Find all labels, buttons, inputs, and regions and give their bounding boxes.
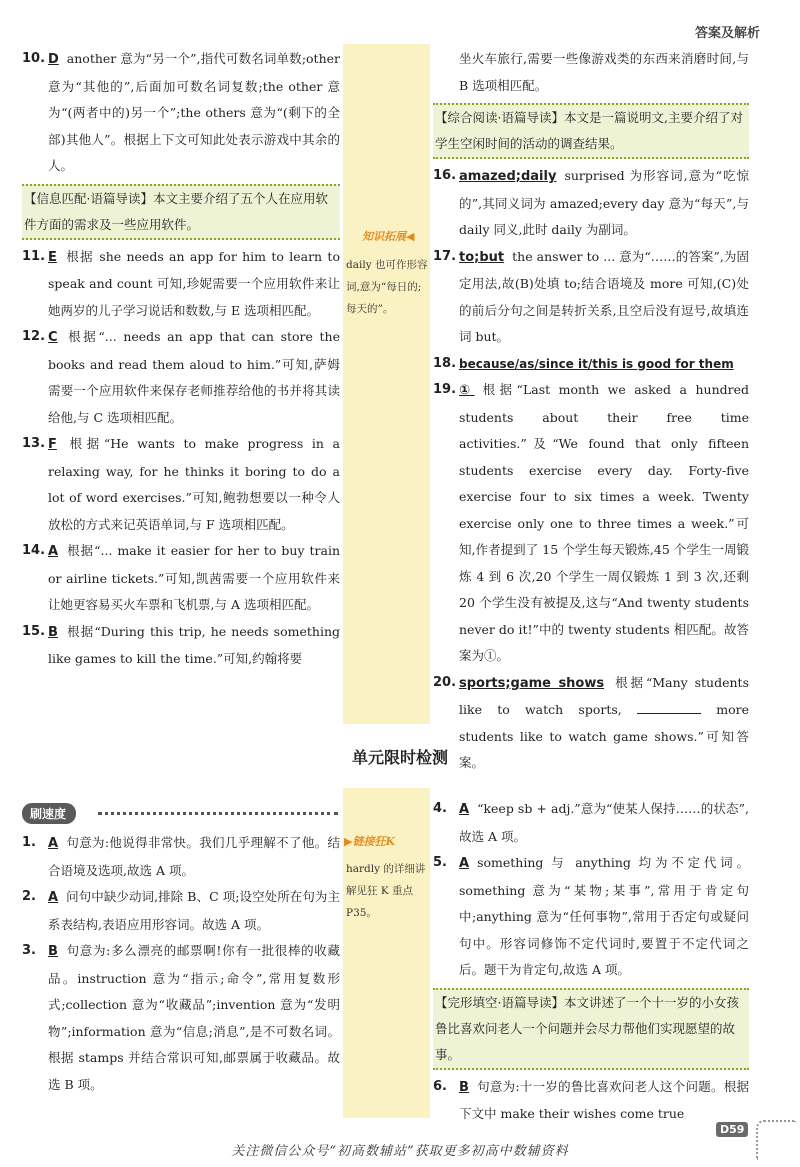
item-answer: A: [48, 890, 59, 905]
item-explanation: 根据“During this trip, he needs something like games to kill the time.”可知,约翰将要: [48, 623, 340, 666]
answers-right-column: [433, 46, 749, 777]
test-item-4: [433, 796, 749, 850]
item-answer: C: [48, 330, 58, 345]
item-number: 11.: [22, 248, 46, 264]
page-number: D59: [716, 1122, 748, 1137]
item-number: 18.: [433, 355, 457, 371]
guide-tag: 【综合阅读·语篇导读】: [435, 110, 564, 125]
answer-item-11: [22, 244, 340, 325]
answer-item-17: [433, 244, 749, 351]
note-label-knowledge: 知识拓展◀: [362, 230, 415, 243]
item-number: 12.: [22, 329, 46, 344]
item-answer: B: [48, 944, 58, 959]
item-answer: to;but: [459, 249, 505, 265]
item-explanation: 根据“... needs an app that can store the books and read them aloud to him.”可知,萨姆需要一个应用软件来保存老师推荐给他的书并将其读给他,与 C 选项相匹配。: [48, 329, 340, 425]
note-hardly: hardly 的详细讲解见狂 K 重点 P35。: [346, 863, 426, 919]
item-explanation: 句意为:多么漂亮的邮票啊!你有一批很棒的收藏品。instruction 意为“指示;命令”,常用复数形式;collection 意为“收藏品”;invention 意为“发明物”;information 意为“信息;消息”,是不可数名词。根据 stamps 并结合常识可知,邮票属于收藏品。故选 B 项。: [48, 943, 340, 1092]
item-answer: A: [459, 802, 470, 817]
item-explanation-part1: 根据“Many students like to watch sports,: [459, 674, 749, 717]
item-number: 20.: [433, 674, 457, 690]
continued-text: [433, 46, 749, 99]
test-item-6: [433, 1074, 749, 1128]
answer-blank: [637, 702, 701, 714]
item-explanation: 问句中缺少动词,排除 B、C 项;设空处所在句为主系表结构,表语应用形容词。故选 A 项。: [48, 889, 340, 932]
item-number: 19.: [433, 382, 457, 397]
item-answer: because/as/since it/this is good for them: [459, 356, 734, 371]
test-answers-left: [22, 830, 340, 1098]
margin-note-panel: [343, 44, 430, 724]
item-explanation: 句意为:十一岁的鲁比喜欢问老人这个问题。根据下文中 make their wishes come true: [459, 1078, 749, 1121]
item-number: 15.: [22, 623, 46, 639]
item-answer: B: [48, 624, 58, 640]
guide-text: 本文主要介绍了五个人在应用软件方面的需求及一些应用软件。: [24, 190, 328, 232]
item-answer: D: [48, 52, 59, 67]
answer-item-18: [433, 351, 749, 378]
item-answer: sports;game shows: [459, 675, 605, 691]
item-explanation-part2: more students like to watch game shows.”可知答案。: [459, 702, 749, 770]
answer-item-14: [22, 538, 340, 619]
item-number: 16.: [433, 168, 457, 183]
item-explanation: 根据 she needs an app for him to learn to speak and count 可知,珍妮需要一个应用软件来让她两岁的儿子学习说话和数数,与 E 选项相匹配。: [48, 248, 340, 318]
guide-text: 本文是一篇说明文,主要介绍了对学生空闲时间的活动的调查结果。: [435, 110, 743, 151]
item-number: 13.: [22, 436, 46, 451]
speed-badge: 刷速度: [22, 803, 76, 824]
item-answer: A: [48, 544, 59, 559]
item-explanation: surprised 为形容词,意为“吃惊的”,其同义词为 amazed;every day 意为“每天”,与 daily 同义,此时 daily 为副词。: [459, 168, 749, 237]
answer-item-13: [22, 431, 340, 538]
answer-item-19: [433, 377, 749, 670]
guide-text: 本文讲述了一个十一岁的小女孩鲁比喜欢问老人一个问题并会尽力帮他们实现愿望的故事。: [435, 994, 739, 1062]
answers-left-column: [22, 46, 340, 673]
item-explanation: the answer to ... 意为“……的答案”,为固定用法,故(B)处填 to;结合语境及 more 可知,(C)处的前后分句之间是转折关系,且空后没有逗号,故填连词 but。: [459, 248, 749, 344]
dotted-divider: [98, 812, 338, 815]
note-label-link: ▶链接狂K: [344, 835, 396, 848]
item-explanation: 根据“He wants to make progress in a relaxing way, for he thinks it boring to do a lot of word exercises.”可知,鲍勃想要以一种令人放松的方式来记英语单词,与 F 选项相匹配。: [48, 436, 340, 532]
test-item-1: [22, 830, 340, 884]
test-item-3: [22, 938, 340, 1098]
item-number: 2.: [22, 889, 36, 904]
note-daily: daily 也可作形容词,意为“每日的;每天的”。: [346, 259, 428, 315]
item-number: 10.: [22, 51, 46, 66]
item-answer: F: [48, 437, 57, 452]
test-item-5: [433, 850, 749, 984]
passage-guide-cloze: [433, 988, 749, 1070]
item-answer: A: [48, 836, 59, 851]
item-explanation: something 与 anything 均为不定代词。something 意为“某物;某事”,常用于肯定句中;anything 意为“任何事物”,常用于否定句或疑问句中。形容词修饰不定代词时,要置于不定代词之后。题干为肯定句,故选 A 项。: [459, 855, 749, 977]
guide-tag: 【信息匹配·语篇导读】: [24, 190, 153, 206]
footer-promo: 关注微信公众号“初高数辅站”获取更多初高中数辅资料: [231, 1144, 569, 1159]
answer-item-10: [22, 46, 340, 180]
item-explanation: 根据“Last month we asked a hundred students about their free time activities.”及“We found that only fifteen students exercise every day. Forty-five exercise four to six times a week. Twenty exercise only one to three times a week.”可知,作者提到了 15 个学生每天锻炼,45 个学生一周锻炼 4 到 6 次,20 个学生一周仅锻炼 1 到 3 次,还剩 20 个学生没有被提及,这与“And twenty students never do it!”中的 twenty students 相匹配。故答案为①。: [459, 382, 749, 663]
item-explanation: another 意为“另一个”,指代可数名词单数;other 意为“其他的”,后面加可数名词复数;the other 意为“(两者中的)另一个”;the others 意为“(剩下的全部)其他人”。根据上下文可知此处表示游戏中其余的人。: [48, 51, 340, 173]
test-answers-right: [433, 796, 749, 1128]
item-number: 6.: [433, 1078, 447, 1094]
item-number: 14.: [22, 543, 46, 558]
item-explanation: “keep sb + adj.”意为“使某人保持……的状态”,故选 A 项。: [459, 801, 749, 844]
item-explanation: 根据“... make it easier for her to buy train or airline tickets.”可知,凯茜需要一个应用软件来让她更容易买火车票和飞机票,与 A 选项相匹配。: [48, 543, 340, 612]
test-item-2: [22, 884, 340, 938]
item-number: 1.: [22, 835, 36, 850]
passage-guide-info-matching: [22, 184, 340, 240]
answer-item-16: [433, 163, 749, 244]
item-explanation: 句意为:他说得非常快。我们几乎理解不了他。结合语境及选项,故选 A 项。: [48, 835, 340, 878]
item-number: 5.: [433, 855, 447, 870]
answer-item-12: [22, 324, 340, 431]
item-answer: E: [48, 249, 57, 265]
item-number: 17.: [433, 248, 457, 264]
page-header: 答案及解析: [694, 26, 760, 41]
section-title: 单元限时检测: [351, 748, 448, 767]
passage-guide-reading: [433, 103, 749, 159]
item-answer: A: [459, 856, 470, 871]
item-number: 4.: [433, 801, 447, 816]
continued-explanation: 坐火车旅行,需要一些像游戏类的东西来消磨时间,与 B 选项相匹配。: [459, 51, 749, 93]
item-answer: ①: [459, 383, 475, 398]
item-answer: B: [459, 1079, 469, 1095]
item-answer: amazed;daily: [459, 169, 557, 184]
answer-item-15: [22, 619, 340, 673]
guide-tag: 【完形填空·语篇导读】: [435, 994, 564, 1010]
item-number: 3.: [22, 943, 36, 958]
